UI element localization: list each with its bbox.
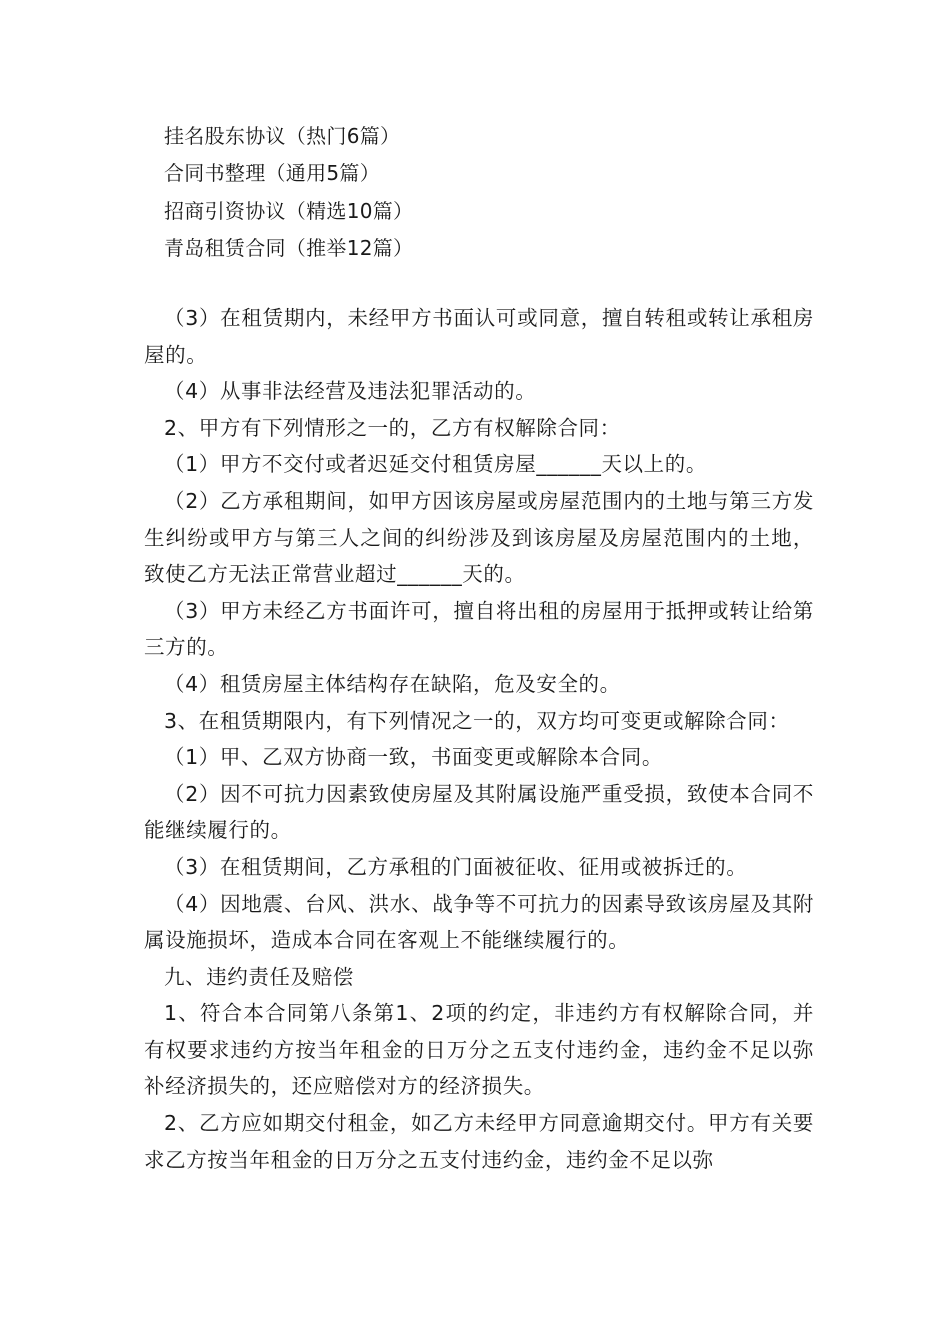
clause-paragraph: （2）因不可抗力因素致使房屋及其附属设施严重受损，致使本合同不能继续履行的。 bbox=[144, 781, 814, 843]
section-heading: 九、违约责任及赔偿 bbox=[164, 964, 354, 989]
clause-paragraph: （2）乙方承租期间，如甲方因该房屋或房屋范围内的土地与第三方发生纠纷或甲方与第三人之间的纠纷涉及到该房屋及房屋范围内的土地，致使乙方无法正常营业超过______天的。 bbox=[144, 488, 814, 587]
contract-body bbox=[144, 300, 814, 1178]
related-links-list bbox=[164, 118, 413, 267]
clause-paragraph: （4）因地震、台风、洪水、战争等不可抗力的因素导致该房屋及其附属设施损坏，造成本合同在客观上不能继续履行的。 bbox=[144, 891, 814, 953]
clause-paragraph: 2、乙方应如期交付租金，如乙方未经甲方同意逾期交付。甲方有关要求乙方按当年租金的日万分之五支付违约金，违约金不足以弥 bbox=[144, 1111, 814, 1172]
clause-paragraph: （4）从事非法经营及违法犯罪活动的。 bbox=[164, 379, 537, 404]
clause-paragraph: 2、甲方有下列情形之一的，乙方有权解除合同： bbox=[164, 415, 621, 440]
related-link[interactable]: 挂名股东协议（热门6篇） bbox=[164, 124, 401, 148]
clause-paragraph: （4）租赁房屋主体结构存在缺陷，危及安全的。 bbox=[164, 671, 621, 696]
related-link[interactable]: 青岛租赁合同（推举12篇） bbox=[164, 235, 414, 260]
related-link-item[interactable] bbox=[164, 230, 413, 267]
clause-paragraph: （3）在租赁期间，乙方承租的门面被征收、征用或被拆迁的。 bbox=[164, 854, 748, 879]
clause-paragraph: （1）甲方不交付或者迟延交付租赁房屋______天以上的。 bbox=[164, 452, 707, 477]
related-link[interactable]: 招商引资协议（精选10篇） bbox=[164, 198, 414, 223]
related-link-item[interactable] bbox=[164, 193, 413, 230]
clause-paragraph: 3、在租赁期限内，有下列情况之一的，双方均可变更或解除合同： bbox=[164, 708, 790, 733]
related-link-item[interactable] bbox=[164, 155, 413, 192]
clause-paragraph: （1）甲、乙双方协商一致，书面变更或解除本合同。 bbox=[164, 745, 663, 770]
clause-paragraph: （3）在租赁期内，未经甲方书面认可或同意，擅自转租或转让承租房屋的。 bbox=[144, 306, 814, 367]
related-link-item[interactable] bbox=[164, 118, 413, 155]
related-link[interactable]: 合同书整理（通用5篇） bbox=[164, 161, 381, 186]
clause-paragraph: 1、符合本合同第八条第1、2项的约定，非违约方有权解除合同，并有权要求违约方按当年租金的日万分之五支付违约金，违约金不足以弥补经济损失的，还应赔偿对方的经济损失。 bbox=[144, 1001, 814, 1099]
clause-paragraph: （3）甲方未经乙方书面许可，擅自将出租的房屋用于抵押或转让给第三方的。 bbox=[144, 598, 814, 660]
